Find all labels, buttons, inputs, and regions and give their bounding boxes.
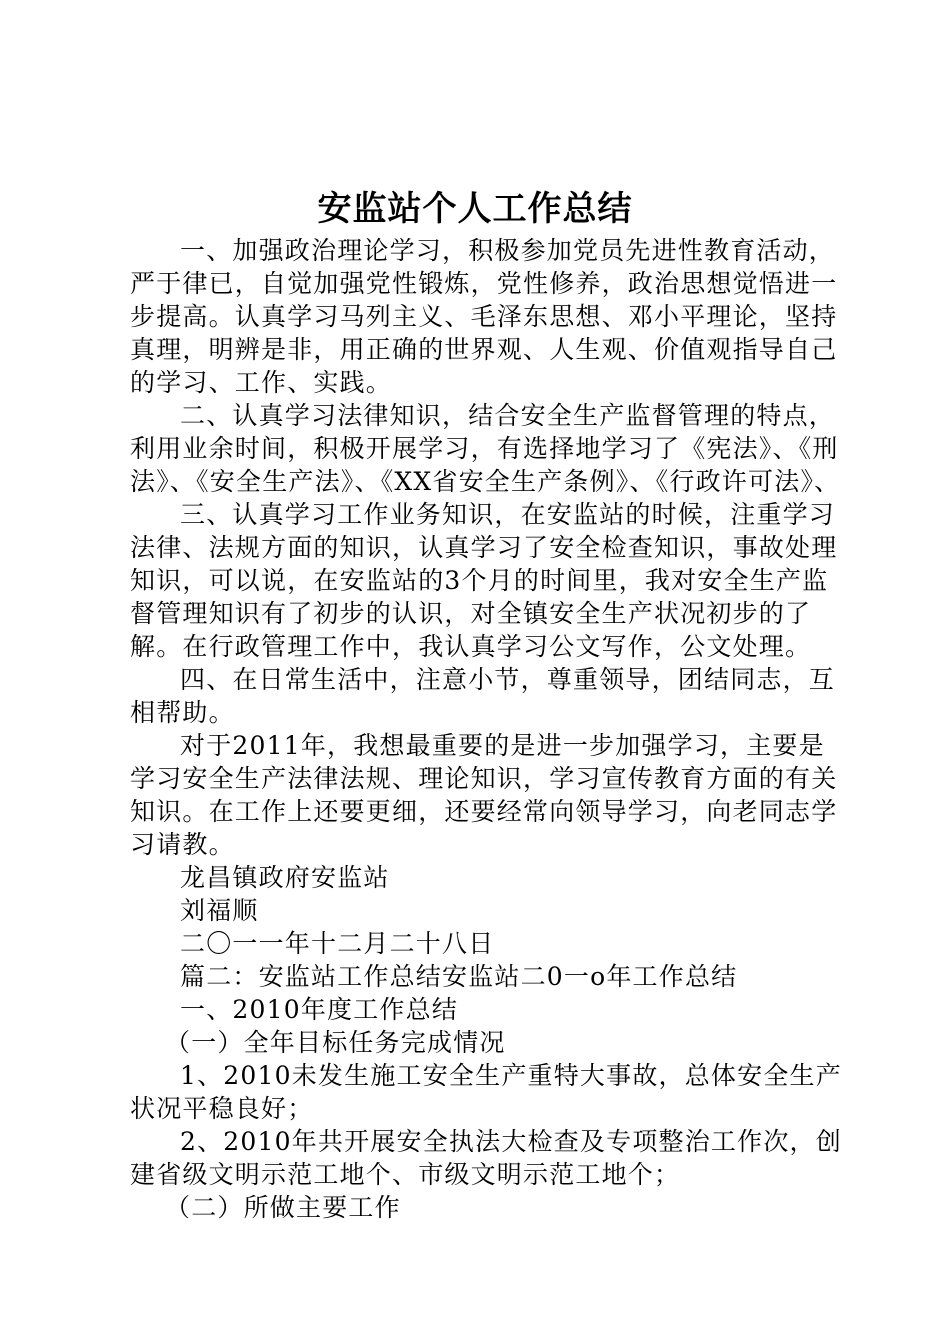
paragraph-1: 一、加强政治理论学习，积极参加党员先进性教育活动，严于律已，自觉加强党性锻炼，党性修养，政治思想觉悟进一步提高。认真学习马列主义、毛泽东思想、邓小平理论，坚持真理，明辨是非，用正确的世界观、人生观、价值观指导自己的学习、工作、实践。 — [130, 236, 838, 397]
document-title: 安监站个人工作总结 — [317, 189, 633, 229]
part2-subsection-2: （二）所做主要工作 — [165, 1193, 401, 1222]
part2-section-1: 一、2010年度工作总结 — [180, 995, 459, 1024]
paragraph-2: 二、认真学习法律知识，结合安全生产监督管理的特点，利用业余时间，积极开展学习，有选择地学习了《宪法》、《刑法》、《安全生产法》、《XX省安全生产条例》、《行政许可法》、 — [130, 401, 841, 496]
paragraph-5: 对于2011年，我想最重要的是进一步加强学习，主要是学习安全生产法律法规、理论知识，学习宣传教育方面的有关知识。在工作上还要更细，还要经常向领导学习，向老同志学习请教。 — [130, 731, 838, 859]
part2-subsection-1: （一）全年目标任务完成情况 — [165, 1028, 506, 1057]
part2-item-2: 2、2010年共开展安全执法大检查及专项整治工作次，创建省级文明示范工地个、市级文明示范工地个； — [130, 1127, 842, 1189]
signature-org: 龙昌镇政府安监站 — [180, 863, 390, 892]
paragraph-4: 四、在日常生活中，注意小节，尊重领导，团结同志，互相帮助。 — [130, 665, 836, 727]
signature-name: 刘福顺 — [180, 896, 259, 925]
document-body — [130, 234, 842, 1224]
signature-date: 二〇一一年十二月二十八日 — [180, 929, 495, 958]
part2-item-1: 1、2010未发生施工安全生产重特大事故，总体安全生产状况平稳良好； — [130, 1061, 842, 1123]
part2-heading: 篇二：安监站工作总结安监站二0一o年工作总结 — [180, 962, 738, 991]
paragraph-3: 三、认真学习工作业务知识，在安监站的时候，注重学习法律、法规方面的知识，认真学习了安全检查知识，事故处理知识，可以说，在安监站的3个月的时间里，我对安全生产监督管理知识有了初步的认识，对全镇安全生产状况初步的了解。在行政管理工作中，我认真学习公文写作，公文处理。 — [130, 500, 838, 661]
